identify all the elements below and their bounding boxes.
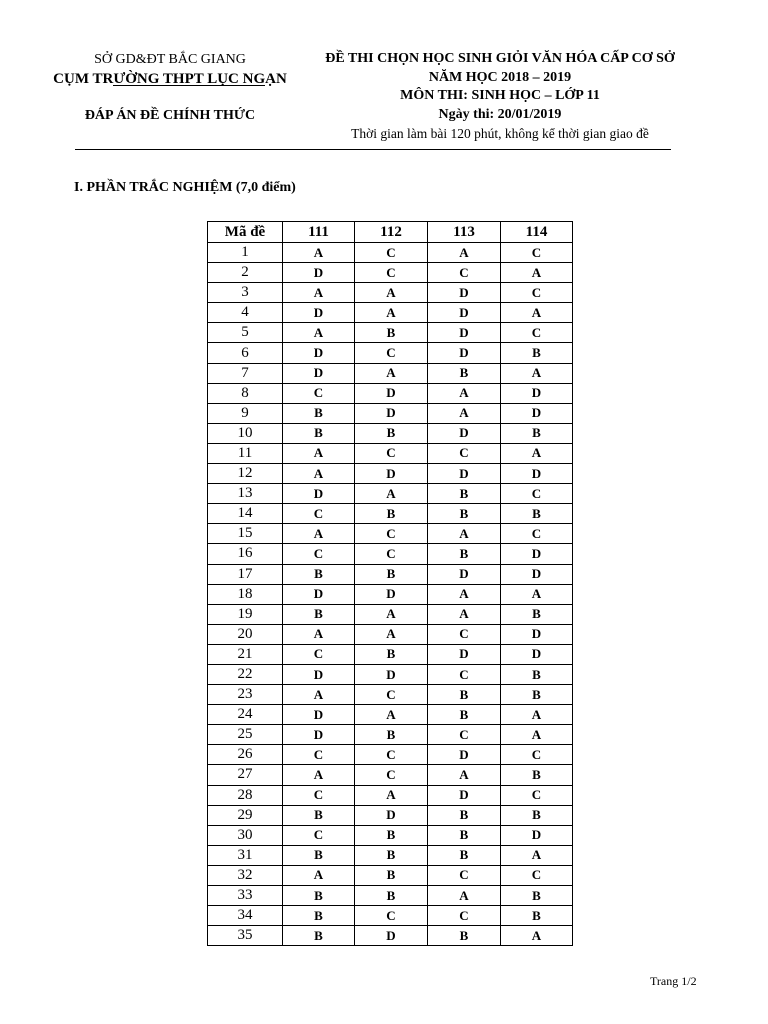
answer-cell: D [355, 926, 428, 946]
answer-cell: A [283, 443, 355, 463]
answer-cell: B [283, 564, 355, 584]
question-number: 28 [208, 785, 283, 805]
table-row [208, 484, 573, 504]
school-year: NĂM HỌC 2018 – 2019 [428, 69, 572, 85]
answer-cell: D [428, 323, 501, 343]
answer-cell: C [501, 323, 573, 343]
question-number: 30 [208, 825, 283, 845]
header-code-113: 113 [428, 222, 501, 243]
table-row [208, 544, 573, 564]
answer-cell: D [428, 745, 501, 765]
answer-cell: B [355, 865, 428, 885]
table-row [208, 664, 573, 684]
answer-cell: C [501, 745, 573, 765]
answer-cell: D [283, 263, 355, 283]
question-number: 32 [208, 865, 283, 885]
answer-cell: B [501, 423, 573, 443]
question-number: 4 [208, 303, 283, 323]
table-row [208, 624, 573, 644]
table-row [208, 423, 573, 443]
school-cluster-name-start: CỤM TR [53, 71, 114, 87]
answer-cell: C [355, 243, 428, 263]
answer-cell: B [428, 484, 501, 504]
table-row [208, 343, 573, 363]
table-row [208, 584, 573, 604]
table-row [208, 464, 573, 484]
answer-cell: D [355, 383, 428, 403]
question-number: 22 [208, 664, 283, 684]
answer-cell: C [501, 785, 573, 805]
answer-cell: D [501, 644, 573, 664]
table-row [208, 705, 573, 725]
table-row [208, 604, 573, 624]
page-number: Trang 1/2 [650, 974, 697, 988]
answer-cell: C [355, 765, 428, 785]
answer-cell: D [355, 464, 428, 484]
answer-cell: C [428, 624, 501, 644]
answer-cell: C [283, 785, 355, 805]
answer-cell: D [501, 564, 573, 584]
answer-cell: B [283, 805, 355, 825]
answer-cell: B [501, 504, 573, 524]
table-row [208, 403, 573, 423]
table-row [208, 504, 573, 524]
table-row [208, 845, 573, 865]
answer-cell: D [283, 484, 355, 504]
answer-cell: D [501, 383, 573, 403]
question-number: 27 [208, 765, 283, 785]
answer-cell: B [428, 926, 501, 946]
table-row [208, 443, 573, 463]
answer-cell: D [283, 363, 355, 383]
answer-cell: B [355, 845, 428, 865]
answer-cell: B [283, 604, 355, 624]
question-number: 7 [208, 363, 283, 383]
question-number: 26 [208, 745, 283, 765]
answer-cell: A [428, 604, 501, 624]
question-number: 31 [208, 845, 283, 865]
answer-cell: B [355, 886, 428, 906]
answer-cell: D [355, 664, 428, 684]
header-exam-code: Mã đề [208, 222, 283, 243]
question-number: 12 [208, 464, 283, 484]
table-row [208, 363, 573, 383]
question-number: 35 [208, 926, 283, 946]
answer-cell: A [355, 624, 428, 644]
answer-cell: C [355, 263, 428, 283]
exam-date: Ngày thi: 20/01/2019 [438, 106, 562, 122]
answer-cell: D [428, 283, 501, 303]
question-number: 13 [208, 484, 283, 504]
table-row [208, 745, 573, 765]
answer-cell: C [501, 283, 573, 303]
school-cluster-name [20, 69, 320, 89]
answer-cell: A [283, 865, 355, 885]
answer-cell: A [355, 283, 428, 303]
answer-cell: B [501, 906, 573, 926]
answer-cell: A [501, 926, 573, 946]
question-number: 18 [208, 584, 283, 604]
answer-cell: A [283, 464, 355, 484]
answer-cell: D [283, 725, 355, 745]
question-number: 9 [208, 403, 283, 423]
table-row [208, 725, 573, 745]
department-name: SỞ GD&ĐT BẮC GIANG [94, 52, 246, 67]
table-header-row [208, 222, 573, 243]
answer-cell: C [283, 544, 355, 564]
table-row [208, 564, 573, 584]
question-number: 34 [208, 906, 283, 926]
answer-cell: B [428, 363, 501, 383]
answer-cell: B [428, 825, 501, 845]
answer-key-table [207, 221, 573, 946]
answer-cell: A [501, 584, 573, 604]
question-number: 20 [208, 624, 283, 644]
table-row [208, 263, 573, 283]
answer-cell: A [501, 263, 573, 283]
answer-cell: D [283, 664, 355, 684]
answer-cell: C [355, 343, 428, 363]
table-row [208, 685, 573, 705]
answer-cell: B [501, 685, 573, 705]
question-number: 29 [208, 805, 283, 825]
table-row [208, 906, 573, 926]
answer-cell: D [428, 343, 501, 363]
answer-cell: B [355, 644, 428, 664]
answer-cell: A [428, 383, 501, 403]
question-number: 23 [208, 685, 283, 705]
answer-cell: C [355, 443, 428, 463]
answer-cell: D [428, 785, 501, 805]
answer-cell: D [355, 805, 428, 825]
question-number: 14 [208, 504, 283, 524]
answer-cell: D [283, 343, 355, 363]
table-row [208, 825, 573, 845]
question-number: 19 [208, 604, 283, 624]
answer-cell: A [355, 604, 428, 624]
answer-cell: B [355, 725, 428, 745]
answer-cell: C [501, 865, 573, 885]
answer-cell: C [283, 745, 355, 765]
answer-cell: C [283, 383, 355, 403]
answer-cell: A [501, 845, 573, 865]
question-number: 11 [208, 443, 283, 463]
answer-cell: C [355, 745, 428, 765]
answer-cell: B [428, 685, 501, 705]
table-row [208, 785, 573, 805]
answer-cell: B [355, 423, 428, 443]
header-left-block [20, 50, 320, 125]
answer-cell: B [283, 906, 355, 926]
table-row [208, 926, 573, 946]
question-number: 10 [208, 423, 283, 443]
question-number: 1 [208, 243, 283, 263]
question-number: 15 [208, 524, 283, 544]
answer-cell: A [283, 765, 355, 785]
answer-cell: A [501, 443, 573, 463]
answer-cell: A [283, 283, 355, 303]
answer-cell: A [355, 303, 428, 323]
answer-cell: A [428, 243, 501, 263]
answer-cell: A [355, 705, 428, 725]
exam-title: ĐỀ THI CHỌN HỌC SINH GIỎI VĂN HÓA CẤP CƠ SỞ [325, 51, 675, 66]
table-row [208, 765, 573, 785]
question-number: 24 [208, 705, 283, 725]
answer-cell: D [501, 624, 573, 644]
question-number: 21 [208, 644, 283, 664]
answer-cell: B [501, 343, 573, 363]
table-row [208, 243, 573, 263]
answer-cell: B [355, 564, 428, 584]
table-row [208, 865, 573, 885]
school-cluster-name-underlined: ƯỜNG THPT LỤC NG [113, 71, 266, 87]
table-row [208, 303, 573, 323]
answer-cell: A [501, 725, 573, 745]
answer-cell: C [428, 725, 501, 745]
answer-cell: A [283, 685, 355, 705]
answer-cell: A [428, 584, 501, 604]
school-cluster-name-end: ẠN [265, 71, 287, 87]
answer-cell: D [355, 403, 428, 423]
question-number: 16 [208, 544, 283, 564]
question-number: 25 [208, 725, 283, 745]
answer-cell: A [283, 243, 355, 263]
answer-cell: C [283, 504, 355, 524]
question-number: 6 [208, 343, 283, 363]
header-code-112: 112 [355, 222, 428, 243]
table-row [208, 644, 573, 664]
question-number: 2 [208, 263, 283, 283]
answer-cell: C [428, 443, 501, 463]
answer-cell: A [428, 886, 501, 906]
answer-cell: B [355, 825, 428, 845]
answer-cell: B [283, 845, 355, 865]
question-number: 5 [208, 323, 283, 343]
answer-cell: B [355, 504, 428, 524]
answer-cell: B [428, 544, 501, 564]
answer-cell: C [283, 825, 355, 845]
question-number: 3 [208, 283, 283, 303]
answer-cell: B [501, 765, 573, 785]
answer-cell: B [283, 403, 355, 423]
answer-cell: A [501, 363, 573, 383]
table-row [208, 886, 573, 906]
answer-cell: A [501, 303, 573, 323]
answer-cell: D [428, 464, 501, 484]
table-row [208, 323, 573, 343]
answer-key-body [208, 243, 573, 946]
answer-cell: B [428, 845, 501, 865]
answer-cell: D [428, 644, 501, 664]
answer-cell: D [501, 544, 573, 564]
answer-cell: C [355, 524, 428, 544]
answer-cell: A [283, 624, 355, 644]
answer-cell: B [428, 705, 501, 725]
answer-cell: A [283, 524, 355, 544]
answer-cell: C [355, 685, 428, 705]
answer-cell: A [428, 524, 501, 544]
answer-cell: C [355, 906, 428, 926]
answer-cell: D [501, 403, 573, 423]
answer-cell: B [428, 805, 501, 825]
answer-cell: C [428, 906, 501, 926]
answer-cell: A [283, 323, 355, 343]
header-code-114: 114 [501, 222, 573, 243]
answer-cell: B [501, 886, 573, 906]
answer-cell: B [501, 604, 573, 624]
answer-cell: C [428, 263, 501, 283]
answer-cell: D [283, 584, 355, 604]
answer-cell: D [355, 584, 428, 604]
table-row [208, 805, 573, 825]
answer-cell: D [501, 825, 573, 845]
answer-cell: C [428, 664, 501, 684]
header-divider [75, 149, 671, 150]
answer-cell: B [428, 504, 501, 524]
section-title: I. PHẦN TRẮC NGHIỆM (7,0 điểm) [74, 180, 296, 195]
answer-cell: D [501, 464, 573, 484]
answer-cell: A [355, 363, 428, 383]
question-number: 17 [208, 564, 283, 584]
exam-subject: MÔN THI: SINH HỌC – LỚP 11 [400, 88, 600, 103]
answer-cell: B [501, 664, 573, 684]
answer-cell: B [283, 423, 355, 443]
answer-cell: C [501, 524, 573, 544]
question-number: 8 [208, 383, 283, 403]
answer-cell: D [428, 564, 501, 584]
answer-cell: C [355, 544, 428, 564]
exam-duration: Thời gian làm bài 120 phút, không kể thời gian giao đề [351, 126, 649, 141]
header-code-111: 111 [283, 222, 355, 243]
answer-cell: D [283, 705, 355, 725]
answer-cell: D [428, 423, 501, 443]
answer-cell: B [283, 926, 355, 946]
answer-cell: C [428, 865, 501, 885]
answer-cell: D [428, 303, 501, 323]
table-row [208, 283, 573, 303]
answer-cell: C [501, 484, 573, 504]
table-row [208, 383, 573, 403]
official-answer-label: ĐÁP ÁN ĐỀ CHÍNH THỨC [84, 108, 256, 123]
header-right-block [292, 50, 708, 144]
answer-cell: C [283, 644, 355, 664]
answer-cell: D [283, 303, 355, 323]
answer-cell: B [355, 323, 428, 343]
answer-cell: A [355, 785, 428, 805]
answer-cell: A [501, 705, 573, 725]
question-number: 33 [208, 886, 283, 906]
answer-cell: A [355, 484, 428, 504]
answer-cell: B [283, 886, 355, 906]
answer-cell: A [428, 403, 501, 423]
answer-cell: C [501, 243, 573, 263]
table-row [208, 524, 573, 544]
answer-cell: B [501, 805, 573, 825]
answer-cell: A [428, 765, 501, 785]
